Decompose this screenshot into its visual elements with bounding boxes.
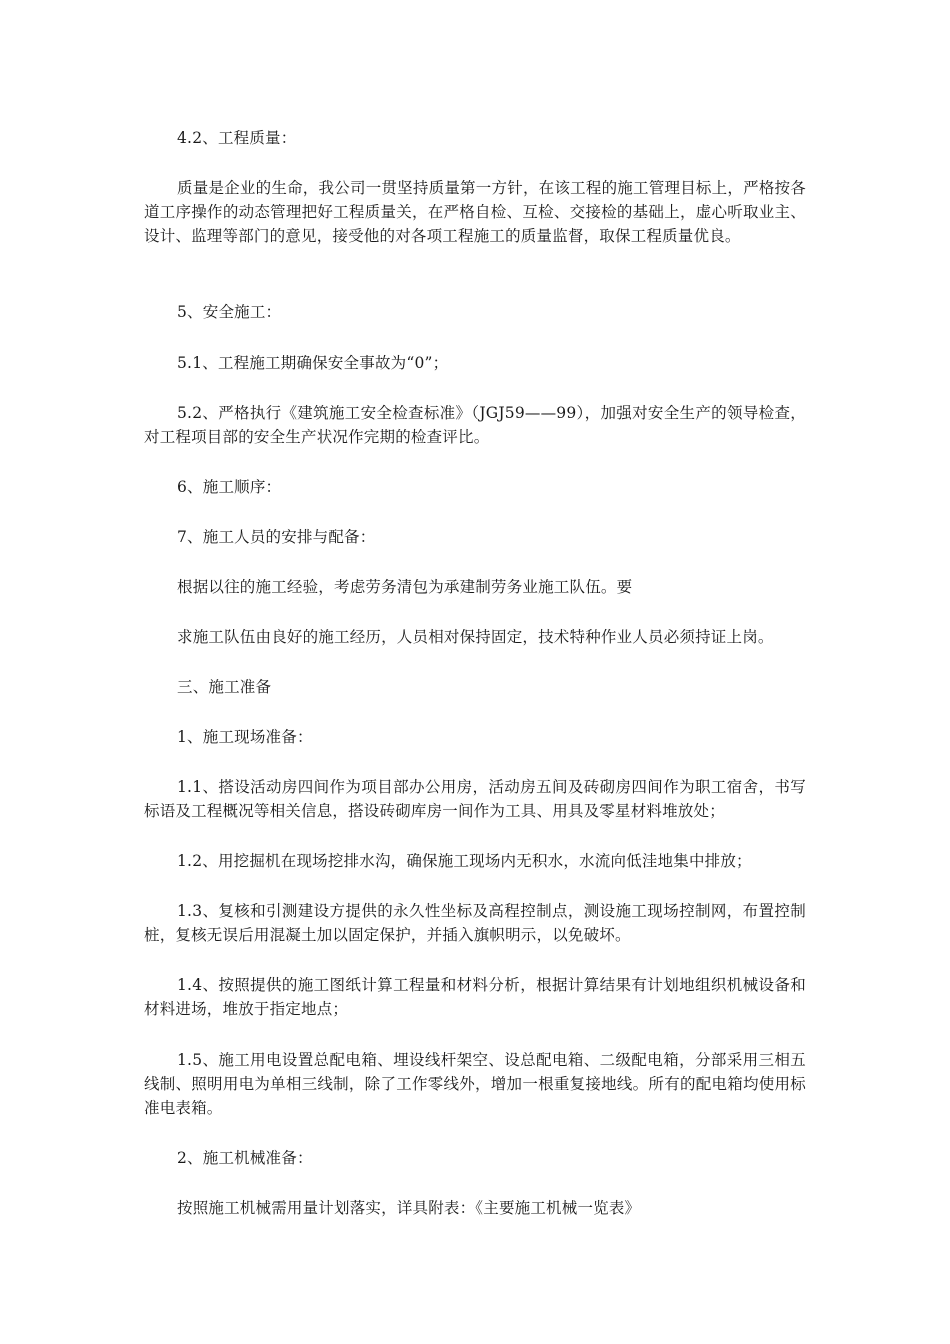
site-item-1-4: 1.4、按照提供的施工图纸计算工程量和材料分析，根据计算结果有计划地组织机械设备和材料进场，堆放于指定地点； bbox=[144, 976, 806, 1018]
staffing-paragraph-1: 根据以往的施工经验，考虑劳务清包为承建制劳务业施工队伍。要 bbox=[177, 578, 633, 596]
heading-machinery-preparation: 2、施工机械准备： bbox=[177, 1149, 313, 1167]
machinery-paragraph: 按照施工机械需用量计划落实，详具附表：《主要施工机械一览表》 bbox=[177, 1199, 641, 1217]
heading-staffing: 7、施工人员的安排与配备： bbox=[177, 528, 376, 546]
staffing-paragraph-2: 求施工队伍由良好的施工经历，人员相对保持固定，技术特种作业人员必须持证上岗。 bbox=[177, 628, 774, 646]
heading-engineering-quality: 4.2、工程质量： bbox=[177, 129, 297, 147]
site-item-1-2: 1.2、用挖掘机在现场挖排水沟，确保施工现场内无积水，水流向低洼地集中排放； bbox=[177, 852, 752, 870]
safety-item-5-2: 5.2、严格执行《建筑施工安全检查标准》（JGJ59——99），加强对安全生产的领导检查，对工程项目部的安全生产状况作完期的检查评比。 bbox=[144, 404, 806, 446]
heading-safety-construction: 5、安全施工： bbox=[177, 303, 282, 321]
safety-item-5-1: 5.1、工程施工期确保安全事故为“0”； bbox=[177, 354, 449, 372]
quality-paragraph: 质量是企业的生命，我公司一贯坚持质量第一方针，在该工程的施工管理目标上，严格按各道工序操作的动态管理把好工程质量关，在严格自检、互检、交接检的基础上，虚心听取业主、设计、监理等部门的意见，接受他的对各项工程施工的质量监督，取保工程质量优良。 bbox=[144, 179, 806, 245]
heading-site-preparation: 1、施工现场准备： bbox=[177, 728, 313, 746]
site-item-1-3: 1.3、复核和引测建设方提供的永久性坐标及高程控制点，测设施工现场控制网，布置控制桩，复核无误后用混凝土加以固定保护，并插入旗帜明示，以免破坏。 bbox=[144, 902, 806, 944]
heading-construction-sequence: 6、施工顺序： bbox=[177, 478, 282, 496]
heading-construction-preparation: 三、施工准备 bbox=[177, 678, 272, 696]
site-item-1-5: 1.5、施工用电设置总配电箱、埋设线杆架空、设总配电箱、二级配电箱，分部采用三相五线制、照明用电为单相三线制，除了工作零线外，增加一根重复接地线。所有的配电箱均使用标准电表箱。 bbox=[144, 1051, 806, 1117]
site-item-1-1: 1.1、搭设活动房四间作为项目部办公用房，活动房五间及砖砌房四间作为职工宿舍，书写标语及工程概况等相关信息，搭设砖砌库房一间作为工具、用具及零星材料堆放处； bbox=[144, 778, 806, 820]
